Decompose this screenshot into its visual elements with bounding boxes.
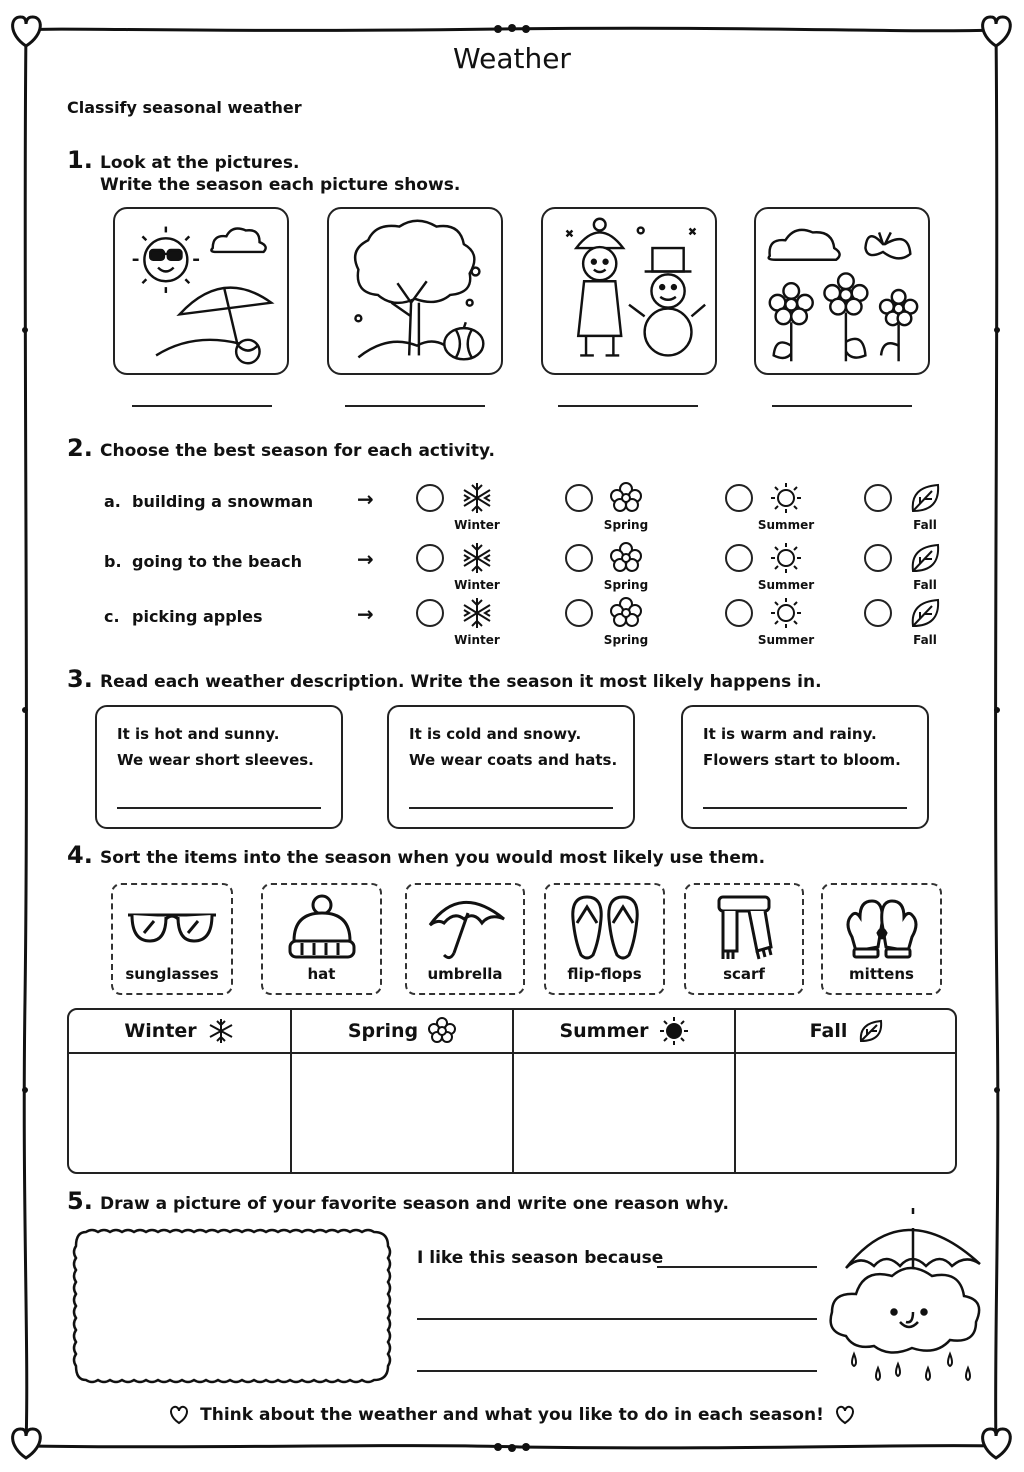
activity-text: picking apples <box>132 607 263 626</box>
description-line: Flowers start to bloom. <box>703 751 901 769</box>
sort-column-spring[interactable] <box>292 1010 514 1172</box>
item-label: sunglasses <box>125 965 219 983</box>
winter-hat-icon <box>282 893 362 963</box>
item-label: mittens <box>849 965 914 983</box>
item-card-flip-flops[interactable] <box>544 883 665 995</box>
item-label: hat <box>307 965 336 983</box>
column-label: Fall <box>809 1020 848 1042</box>
column-label: Spring <box>347 1020 419 1042</box>
option-label: Summer <box>757 578 815 592</box>
weather-description-card-2 <box>387 705 635 829</box>
spring-flowers-picture <box>754 207 930 375</box>
q3-answer-line-1[interactable] <box>117 807 321 809</box>
radio-summer[interactable] <box>725 544 753 572</box>
option-label: Winter <box>454 633 500 647</box>
q3-answer-line-3[interactable] <box>703 807 907 809</box>
q3-text: Read each weather description. Write the season it most likely happens in. <box>100 672 822 692</box>
flower-icon <box>428 1017 456 1045</box>
option-label: Winter <box>454 578 500 592</box>
q1-line2: Write the season each picture shows. <box>100 175 461 195</box>
weather-description-card-1 <box>95 705 343 829</box>
sort-column-winter[interactable] <box>69 1010 292 1172</box>
item-label: flip-flops <box>567 965 642 983</box>
item-label: umbrella <box>427 965 503 983</box>
footer-text: Think about the weather and what you like to do in each season! <box>200 1405 824 1425</box>
page-title: Weather <box>453 42 571 75</box>
sun-icon <box>769 481 803 515</box>
winter-snowman-picture <box>541 207 717 375</box>
reason-answer-line-1[interactable] <box>657 1266 817 1268</box>
umbrella-icon <box>420 893 510 963</box>
radio-fall[interactable] <box>864 544 892 572</box>
column-label: Summer <box>559 1020 649 1042</box>
spring-flowers-icon <box>756 209 928 373</box>
description-line: We wear short sleeves. <box>117 751 314 769</box>
q5-number: 5. <box>67 1187 93 1215</box>
option-label: Summer <box>757 633 815 647</box>
flower-icon <box>609 481 643 515</box>
sort-column-header <box>292 1010 512 1054</box>
activity-letter: a. <box>104 492 121 511</box>
drawing-area[interactable] <box>72 1228 392 1384</box>
option-label: Winter <box>454 518 500 532</box>
sort-column-header <box>69 1010 290 1054</box>
snowflake-icon <box>460 481 494 515</box>
sun-icon <box>769 541 803 575</box>
radio-fall[interactable] <box>864 484 892 512</box>
sun-icon <box>659 1016 689 1046</box>
activity-text: building a snowman <box>132 492 314 511</box>
option-label: Spring <box>603 578 649 592</box>
heart-icon <box>834 1405 856 1425</box>
sunglasses-icon <box>122 893 222 953</box>
footer <box>0 1405 1024 1425</box>
flower-icon <box>609 541 643 575</box>
q2-number: 2. <box>67 434 93 462</box>
activity-text: going to the beach <box>132 552 302 571</box>
summer-beach-picture <box>113 207 289 375</box>
radio-fall[interactable] <box>864 599 892 627</box>
q1-number: 1. <box>67 146 93 174</box>
sun-icon <box>769 596 803 630</box>
reason-answer-line-3[interactable] <box>417 1370 817 1372</box>
q2-text: Choose the best season for each activity. <box>100 441 495 461</box>
sort-column-header <box>736 1010 957 1054</box>
q4-number: 4. <box>67 841 93 869</box>
sort-column-summer[interactable] <box>514 1010 736 1172</box>
q3-answer-line-2[interactable] <box>409 807 613 809</box>
winter-snowman-icon <box>543 209 715 373</box>
item-card-hat[interactable] <box>261 883 382 995</box>
sort-column-fall[interactable] <box>736 1010 957 1172</box>
fall-tree-picture <box>327 207 503 375</box>
arrow-icon: → <box>357 487 374 511</box>
snowflake-icon <box>207 1017 235 1045</box>
fall-tree-icon <box>329 209 501 373</box>
option-label: Spring <box>603 518 649 532</box>
q1-answer-line-4[interactable] <box>772 405 912 407</box>
activity-letter: b. <box>104 552 122 571</box>
leaf-icon <box>908 596 942 630</box>
q4-text: Sort the items into the season when you would most likely use them. <box>100 848 766 868</box>
radio-summer[interactable] <box>725 484 753 512</box>
sort-column-header <box>514 1010 734 1054</box>
description-line: We wear coats and hats. <box>409 751 618 769</box>
mittens-icon <box>842 893 922 963</box>
page-subtitle: Classify seasonal weather <box>67 98 302 117</box>
q1-line1: Look at the pictures. <box>100 153 300 173</box>
option-label: Summer <box>757 518 815 532</box>
q3-number: 3. <box>67 665 93 693</box>
summer-beach-icon <box>115 209 287 373</box>
arrow-icon: → <box>357 602 374 626</box>
arrow-icon: → <box>357 547 374 571</box>
season-sort-table <box>67 1008 957 1174</box>
snowflake-icon <box>460 541 494 575</box>
q1-answer-line-2[interactable] <box>345 405 485 407</box>
item-card-scarf[interactable] <box>684 883 804 995</box>
radio-spring[interactable] <box>565 484 593 512</box>
reason-answer-line-2[interactable] <box>417 1318 817 1320</box>
q1-answer-line-3[interactable] <box>558 405 698 407</box>
q5-text: Draw a picture of your favorite season and write one reason why. <box>100 1194 729 1214</box>
flower-icon <box>609 596 643 630</box>
flip-flops-icon <box>565 893 645 963</box>
option-label: Fall <box>913 518 937 532</box>
description-line: It is hot and sunny. <box>117 725 280 743</box>
item-card-umbrella[interactable] <box>405 883 525 995</box>
reason-prompt: I like this season because <box>417 1248 664 1268</box>
radio-spring[interactable] <box>565 599 593 627</box>
leaf-icon <box>857 1017 885 1045</box>
activity-letter: c. <box>104 607 120 626</box>
item-label: scarf <box>723 965 765 983</box>
snowflake-icon <box>460 596 494 630</box>
column-label: Winter <box>124 1020 197 1042</box>
radio-winter[interactable] <box>416 484 444 512</box>
item-card-sunglasses[interactable] <box>111 883 233 995</box>
description-line: It is warm and rainy. <box>703 725 877 743</box>
weather-description-card-3 <box>681 705 929 829</box>
leaf-icon <box>908 481 942 515</box>
description-line: It is cold and snowy. <box>409 725 582 743</box>
scarf-icon <box>709 893 779 963</box>
radio-summer[interactable] <box>725 599 753 627</box>
option-label: Fall <box>913 633 937 647</box>
heart-icon <box>168 1405 190 1425</box>
option-label: Fall <box>913 578 937 592</box>
item-card-mittens[interactable] <box>821 883 942 995</box>
radio-spring[interactable] <box>565 544 593 572</box>
option-label: Spring <box>603 633 649 647</box>
radio-winter[interactable] <box>416 599 444 627</box>
leaf-icon <box>908 541 942 575</box>
rain-cloud-umbrella-icon <box>820 1208 990 1392</box>
radio-winter[interactable] <box>416 544 444 572</box>
q1-answer-line-1[interactable] <box>132 405 272 407</box>
